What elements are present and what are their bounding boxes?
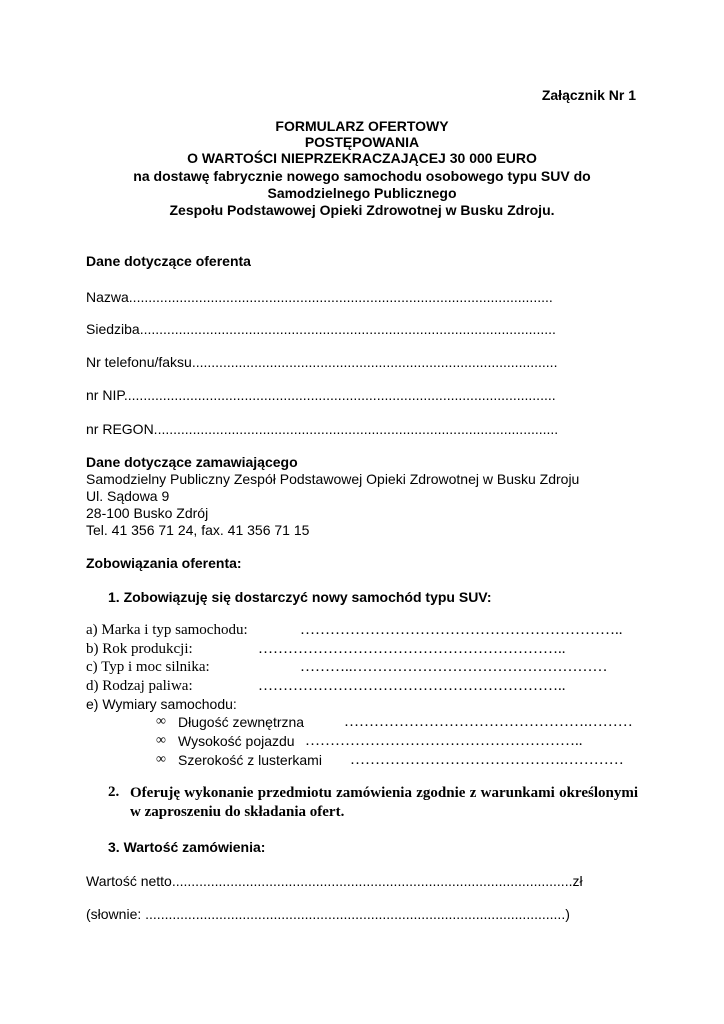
item-label: b) Rok produkcji:	[86, 641, 193, 657]
item-dots: ………………………………………………………..	[300, 622, 623, 638]
bidder-heading: Dane dotyczące oferenta	[86, 253, 251, 269]
obligations-heading: Zobowiązania oferenta:	[86, 555, 242, 571]
contracting-street: Ul. Sądowa 9	[86, 488, 170, 504]
point-2-text: Oferuję wykonanie przedmiotu zamówienia zgodnie z warunkami określonymi w zaproszeniu do składania ofert.	[130, 785, 638, 820]
title-line: Samodzielnego Publicznego	[267, 185, 457, 201]
title-line: Zespołu Podstawowej Opieki Zdrowotnej w Busku Zdroju.	[169, 202, 555, 218]
dim-dots: ………………………………………….………	[344, 714, 633, 730]
item-dots: ……………………………………………………..	[258, 641, 566, 657]
annex-label: Załącznik Nr 1	[541, 87, 636, 103]
value-in-words-field: (słownie: ............................................................................................................)	[86, 906, 570, 922]
net-value-field: Wartość netto.......................................................................................................zł	[86, 873, 583, 889]
bidder-phone-field: Nr telefonu/faksu..............................................................................................	[86, 354, 558, 370]
item-label: c) Typ i moc silnika:	[86, 659, 210, 675]
bidder-seat-field: Siedziba...........................................................................................................	[86, 321, 556, 337]
point-3: 3. Wartość zamówienia:	[108, 839, 266, 855]
contracting-heading: Dane dotyczące zamawiającego	[86, 454, 298, 470]
title-line: POSTĘPOWANIA	[304, 134, 420, 150]
title-line: na dostawę fabrycznie nowego samochodu osobowego typu SUV do	[133, 168, 591, 184]
point-2-number: 2.	[108, 784, 120, 800]
dim-label: Szerokość z lusterkami	[178, 752, 322, 768]
contracting-phone: Tel. 41 356 71 24, fax. 41 356 71 15	[86, 522, 310, 538]
contracting-name: Samodzielny Publiczny Zespół Podstawowej Opieki Zdrowotnej w Busku Zdroju	[86, 471, 580, 487]
item-label: d) Rodzaj paliwa:	[86, 678, 193, 694]
point-1: 1. Zobowiązuję się dostarczyć nowy samochód typu SUV:	[108, 589, 492, 605]
dim-label: Długość zewnętrzna	[178, 714, 305, 730]
dimensions-label: e) Wymiary samochodu:	[86, 696, 237, 712]
item-label: a) Marka i typ samochodu:	[86, 622, 248, 638]
bidder-name-field: Nazwa.............................................................................................................	[86, 289, 553, 305]
bullet-icon: ∞	[156, 714, 166, 729]
contracting-city: 28-100 Busko Zdrój	[86, 505, 209, 521]
dim-dots: …………………………………….…………	[350, 752, 624, 768]
dim-dots: ………………………………………………..	[305, 733, 583, 749]
title-line: FORMULARZ OFERTOWY	[275, 118, 449, 134]
bullet-icon: ∞	[156, 752, 166, 767]
title-line: O WARTOŚCI NIEPRZEKRACZAJĄCEJ 30 000 EURO	[187, 150, 537, 166]
item-dots: ……………………………………………………..	[258, 678, 566, 694]
item-dots: ………..……………………………………………	[300, 659, 608, 675]
dim-label: Wysokość pojazdu	[178, 733, 295, 749]
bidder-regon-field: nr REGON........................................................................................................	[86, 421, 559, 437]
bullet-icon: ∞	[156, 733, 166, 748]
bidder-nip-field: nr NIP...............................................................................................................	[86, 387, 556, 403]
